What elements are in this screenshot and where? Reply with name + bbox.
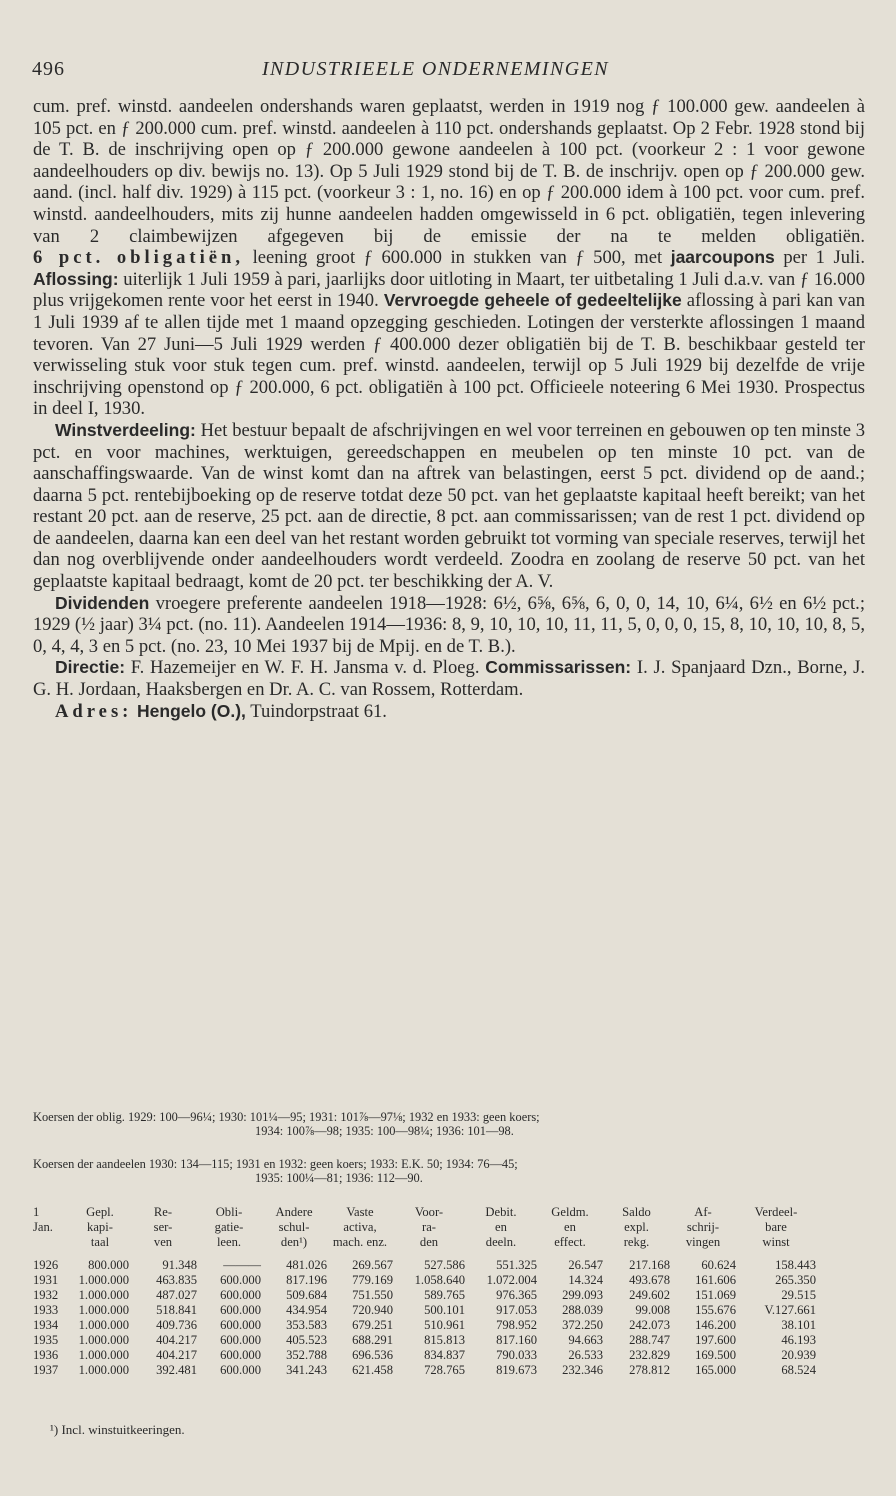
table-cell: 60.624 [701, 1258, 736, 1272]
table-cell: 751.550 [352, 1288, 393, 1302]
aflossing-label: Aflossing: [33, 268, 119, 289]
table-cell-year: 1934 [33, 1318, 59, 1332]
table-cell: 404.217 [156, 1348, 197, 1362]
table-cell: 404.217 [156, 1333, 197, 1347]
table-cell: 68.524 [781, 1363, 816, 1377]
table-cell: 600.000 [220, 1288, 261, 1302]
table-cell: 817.196 [286, 1273, 327, 1287]
table-cell: 917.053 [496, 1303, 537, 1317]
table-cell: 1.000.000 [78, 1288, 129, 1302]
col-header-voorraden: Voor- ra- den [414, 1205, 444, 1249]
table-cell: 696.536 [352, 1348, 393, 1362]
table-cell: 232.829 [629, 1348, 670, 1362]
koersen-obligaties: Koersen der oblig. 1929: 100—96¼; 1930: 101¼—95; 1931: 101⅞—97⅛; 1932 en 1933: geen koers; 1934: 100⅞—98; 1935: 100—98¼; 1936: 101—98. [33, 1110, 540, 1139]
table-cell: 1.000.000 [78, 1303, 129, 1317]
col-header-jan: 1 Jan. [33, 1205, 53, 1234]
table-cell: 728.765 [424, 1363, 465, 1377]
table-cell: 232.346 [562, 1363, 603, 1377]
adres-label: Adres: [55, 700, 133, 722]
table-cell: 500.101 [424, 1303, 465, 1317]
table-cell-year: 1926 [33, 1258, 59, 1272]
obligatien-paragraph: 6 pct. obligatiën, leening groot ƒ 600.000 in stukken van ƒ 500, met jaarcoupons per 1 Juli. Aflossing: uiterlijk 1 Juli 1959 à pari, jaarlijks door uitloting in Maart, ter uitbetaling 1 Juli d.a.v. van ƒ 16.000 plus vrijgekomen rente voor het eerst in 1940. Vervroegde geheele of gedeeltelijke aflossing à pari kan van 1 Juli 1939 af te allen tijde met 1 maand opzegging geschieden. Lotingen der versterkte aflossingen 1 maand tevoren. Van 27 Juni—5 Juli 1929 werden ƒ 400.000 dezer obligatiën bij de T. B. beschikbaar gesteld ter verwisseling stuk voor stuk tegen cum. pref. winstd. aandeelen, terwijl op 5 Juli 1929 bij dezelfde de vrije inschrijving openstond op ƒ 200.000, 6 pct. obligatiën à 100 pct. Officieele noteering 6 Mei 1930. Prospectus in deel I, 1930. [33, 247, 865, 420]
table-cell: 1.000.000 [78, 1333, 129, 1347]
table-cell: 600.000 [220, 1333, 261, 1347]
table-cell: 341.243 [286, 1363, 327, 1377]
table-cell: 288.747 [629, 1333, 670, 1347]
body-text [33, 96, 865, 722]
table-cell: 800.000 [88, 1258, 129, 1272]
table-cell: 817.160 [496, 1333, 537, 1347]
koersen-aandeelen: Koersen der aandeelen 1930: 134—115; 1931 en 1932: geen koers; 1933: E.K. 50; 1934: 76—45; 1935: 100¼—81; 1936: 112—90. [33, 1157, 518, 1186]
table-cell: 99.008 [635, 1303, 670, 1317]
table-cell: 299.093 [562, 1288, 603, 1302]
table-cell: 372.250 [562, 1318, 603, 1332]
table-cell: 38.101 [781, 1318, 816, 1332]
running-title: INDUSTRIEELE ONDERNEMINGEN [262, 58, 609, 80]
table-cell: 353.583 [286, 1318, 327, 1332]
table-cell: 481.026 [286, 1258, 327, 1272]
winstverdeeling-paragraph: Winstverdeeling: Het bestuur bepaalt de afschrijvingen en wel voor terreinen en gebouwen op ten minste 3 pct. en voor machines, werktuigen, gereedschappen en meubelen op ten minste 10 pct. van de aanschaffingswaarde. Van de winst komt dan na aftrek van belastingen, eerst 5 pct. dividend op de aand.; daarna 5 pct. rentebijboeking op de reserve totdat deze 50 pct. van het geplaatste kapitaal heeft bereikt; van het restant 20 pct. aan de reserve, 25 pct. aan de directie, 8 pct. aan commissarissen; van de rest 1 pct. dividend op de aandeelen, daarna kan een deel van het restant worden gebruikt tot vorming van speciale reserves, terwijl het dan nog overblijvende onder aandeelhouders wordt verdeeld. Zoodra en zoolang de reserve 50 pct. van het geplaatste kapitaal bedraagt, komt de 20 pct. ter beschikking der A. V. [33, 419, 865, 593]
table-cell-year: 1936 [33, 1348, 59, 1362]
table-cell: 779.169 [352, 1273, 393, 1287]
table-cell: 1.000.000 [78, 1318, 129, 1332]
table-cell: 434.954 [286, 1303, 327, 1317]
table-cell: 151.069 [695, 1288, 736, 1302]
col-header-geldmiddelen: Geldm. en effect. [551, 1205, 589, 1249]
table-cell: 976.365 [496, 1288, 537, 1302]
col-header-kapitaal: Gepl. kapi- taal [86, 1205, 114, 1249]
table-cell: 600.000 [220, 1318, 261, 1332]
dividenden-label: Dividenden [55, 592, 150, 613]
table-cell: 509.684 [286, 1288, 327, 1302]
table-cell: 600.000 [220, 1363, 261, 1377]
table-body [33, 1258, 816, 1378]
table-cell: 161.606 [695, 1273, 736, 1287]
col-header-reserven: Re- ser- ven [153, 1205, 173, 1249]
page-number: 496 [32, 58, 65, 80]
table-cell: 790.033 [496, 1348, 537, 1362]
table-cell: 487.027 [156, 1288, 197, 1302]
table-cell: 288.039 [562, 1303, 603, 1317]
table-cell: 46.193 [781, 1333, 816, 1347]
table-cell: 600.000 [220, 1348, 261, 1362]
table-cell: 14.324 [568, 1273, 603, 1287]
table-cell-year: 1937 [33, 1363, 59, 1377]
obligatien-label: 6 pct. obligatiën, [33, 247, 245, 269]
table-cell: 1.000.000 [78, 1348, 129, 1362]
col-header-winst: Verdeel- bare winst [754, 1205, 798, 1249]
table-cell: 589.765 [424, 1288, 465, 1302]
table-cell: 463.835 [156, 1273, 197, 1287]
directie-label: Directie: [55, 657, 126, 678]
table-cell: 265.350 [775, 1273, 816, 1287]
col-header-debiteuren: Debit. en deeln. [485, 1205, 517, 1249]
table-cell: 29.515 [781, 1288, 816, 1302]
table-cell: 1.000.000 [78, 1363, 129, 1377]
table-cell: 493.678 [629, 1273, 670, 1287]
col-header-vaste-activa: Vaste activa, mach. enz. [332, 1205, 388, 1249]
adres-paragraph: Adres: Hengelo (O.), Tuindorpstraat 61. [55, 700, 387, 722]
commissarissen-label: Commissarissen: [485, 657, 632, 678]
table-cell: 155.676 [695, 1303, 736, 1317]
table-cell: 1.058.640 [414, 1273, 465, 1287]
table-cell: V.127.661 [764, 1303, 816, 1317]
directie-paragraph: Directie: F. Hazemeijer en W. F. H. Jansma v. d. Ploeg. Commissarissen: I. J. Spanjaard Dzn., Borne, J. G. H. Jordaan, Haaksbergen en Dr. A. C. van Rossem, Rotterdam. [33, 657, 865, 701]
table-cell: 600.000 [220, 1303, 261, 1317]
table-cell: 392.481 [156, 1363, 197, 1377]
table-cell: 510.961 [424, 1318, 465, 1332]
table-cell: 146.200 [695, 1318, 736, 1332]
intro-paragraph: cum. pref. winstd. aandeelen ondershands waren geplaatst, werden in 1919 nog ƒ 100.000 gew. aandeelen à 105 pct. en ƒ 200.000 cum. pref. winstd. aandeelen à 110 pct. ondershands geplaatst. Op 2 Febr. 1928 stond bij de T. B. de inschrijving open op ƒ 200.000 gewone aandeelen à 100 pct. (voorkeur 2 : 1 voor gewone aandeelhouders op div. bewijs no. 13). Op 5 Juli 1929 stond bij de T. B. de inschrijv. open op ƒ 200.000 gew. aand. (incl. half div. 1929) à 115 pct. (voorkeur 3 : 1, no. 16) en op ƒ 200.000 idem à 100 pct. voor cum. pref. winstd. aandeelhouders, mits zij hunne aandeelen hadden omgewisseld in 6 pct. obligatiën, tegen inlevering van 2 claimbewijzen afgegeven bij de emissie der na te melden obligatiën. [33, 96, 865, 247]
table-row [33, 1258, 816, 1273]
table-cell: 242.073 [629, 1318, 670, 1332]
table-cell: 798.952 [496, 1318, 537, 1332]
table-cell: 405.523 [286, 1333, 327, 1347]
table-cell: 679.251 [352, 1318, 393, 1332]
vervroegde-label: Vervroegde geheele of gedeeltelijke [383, 290, 682, 311]
table-cell: 720.940 [352, 1303, 393, 1317]
table-cell: 158.443 [775, 1258, 816, 1272]
adres-city: Hengelo (O.), [137, 700, 246, 721]
table-row [33, 1318, 816, 1333]
table-cell: 26.547 [568, 1258, 603, 1272]
table-cell: 551.325 [496, 1258, 537, 1272]
table-cell: 819.673 [496, 1363, 537, 1377]
table-cell-year: 1931 [33, 1273, 59, 1287]
table-cell: 26.533 [568, 1348, 603, 1362]
table-row [33, 1303, 816, 1318]
table-header-row [33, 1205, 816, 1258]
table-cell: 409.736 [156, 1318, 197, 1332]
table-cell: 94.663 [568, 1333, 603, 1347]
winstverdeeling-label: Winstverdeeling: [55, 419, 196, 440]
col-header-afschrijvingen: Af- schrij- vingen [685, 1205, 721, 1249]
table-row [33, 1348, 816, 1363]
table-cell: 1.000.000 [78, 1273, 129, 1287]
table-cell: 834.837 [424, 1348, 465, 1362]
table-cell: 1.072.004 [486, 1273, 537, 1287]
dividenden-paragraph: Dividenden vroegere preferente aandeelen 1918—1928: 6½, 6⅝, 6⅝, 6, 0, 0, 14, 10, 6¼, 6½ en 6½ pct.; 1929 (½ jaar) 3¼ pct. (no. 11). Aandeelen 1914—1936: 8, 9, 10, 10, 10, 11, 11, 5, 0, 0, 0, 15, 8, 10, 10, 10, 8, 5, 0, 4, 4, 3 en 5 pct. (no. 23, 10 Mei 1937 bij de Mpij. en de T. B.). [33, 592, 865, 657]
table-cell: ——— [223, 1258, 261, 1272]
table-cell-year: 1933 [33, 1303, 59, 1317]
table-cell: 169.500 [695, 1348, 736, 1362]
table-row [33, 1363, 816, 1378]
table-cell: 269.567 [352, 1258, 393, 1272]
col-header-saldo: Saldo expl. rekg. [622, 1205, 651, 1249]
footnote: ¹) Incl. winstuitkeeringen. [50, 1422, 185, 1437]
table-cell: 165.000 [695, 1363, 736, 1377]
table-row [33, 1333, 816, 1348]
table-cell: 20.939 [781, 1348, 816, 1362]
table-cell: 688.291 [352, 1333, 393, 1347]
table-cell: 815.813 [424, 1333, 465, 1347]
table-cell: 249.602 [629, 1288, 670, 1302]
table-cell: 621.458 [352, 1363, 393, 1377]
table-cell: 527.586 [424, 1258, 465, 1272]
table-cell: 600.000 [220, 1273, 261, 1287]
table-cell-year: 1932 [33, 1288, 59, 1302]
table-cell-year: 1935 [33, 1333, 59, 1347]
table-cell: 518.841 [156, 1303, 197, 1317]
table-cell: 278.812 [629, 1363, 670, 1377]
table-cell: 197.600 [695, 1333, 736, 1347]
table-cell: 352.788 [286, 1348, 327, 1362]
table-cell: 217.168 [629, 1258, 670, 1272]
table-row [33, 1273, 816, 1288]
col-header-andere-schulden: Andere schul- den¹) [275, 1205, 313, 1249]
table-cell: 91.348 [162, 1258, 197, 1272]
col-header-obligatieleen: Obli- gatie- leen. [214, 1205, 244, 1249]
table-row [33, 1288, 816, 1303]
jaarcoupons-label: jaarcoupons [670, 247, 775, 268]
page-header [32, 58, 864, 88]
financial-table [33, 1205, 816, 1378]
